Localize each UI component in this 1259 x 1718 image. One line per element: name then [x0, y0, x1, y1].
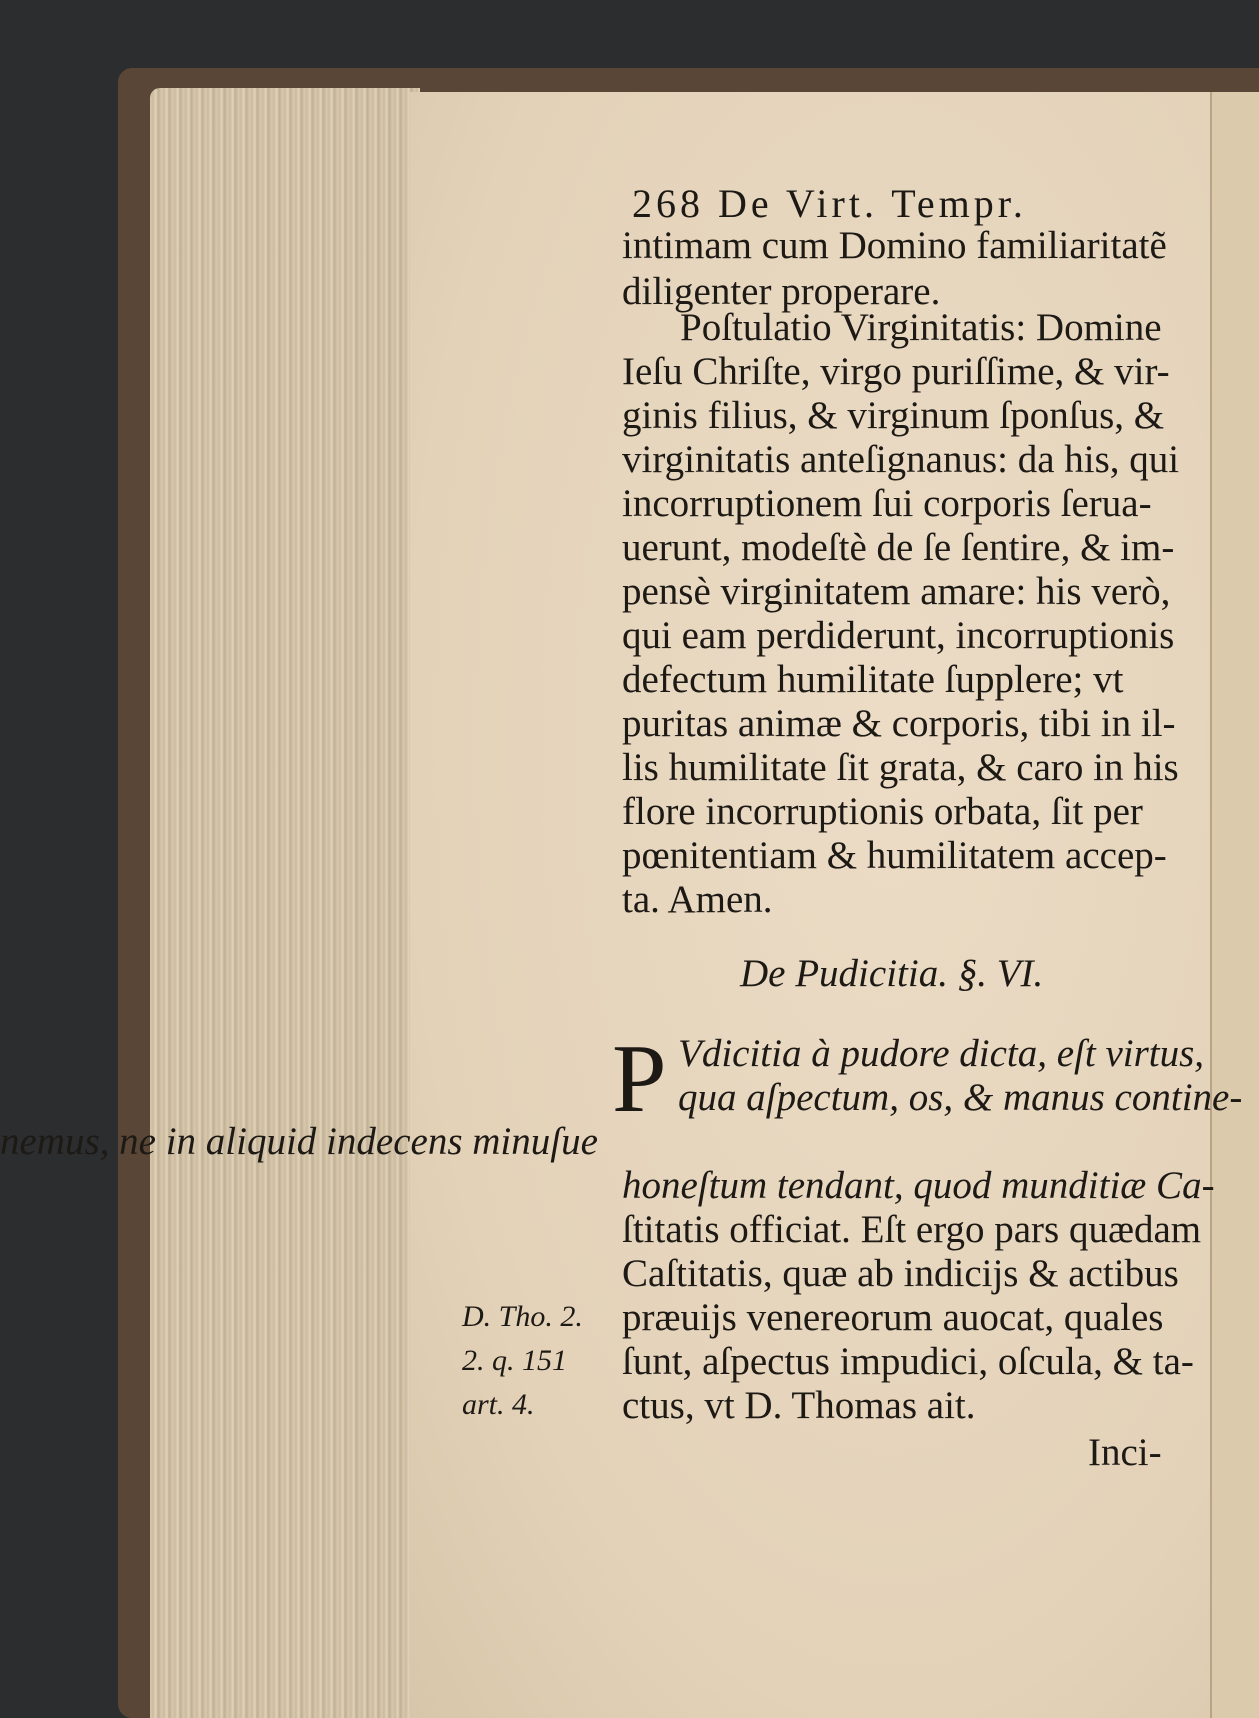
text-line: uerunt, modeſtè de ſe ſentire, & im- — [622, 526, 1175, 569]
text-line: diligenter properare. — [622, 270, 941, 313]
page-edges — [150, 88, 420, 1718]
text-line: ginis filius, & virginum ſponſus, & — [622, 394, 1165, 437]
text-line: qua aſpectum, os, & manus contine- — [678, 1076, 1243, 1119]
text-line: Poſtulatio Virginitatis: Domine — [680, 306, 1162, 349]
margin-note-line: art. 4. — [462, 1388, 535, 1421]
catchword: Inci- — [1088, 1431, 1162, 1474]
text-line: incorruptionem ſui corporis ſerua- — [622, 482, 1152, 525]
text-line: qui eam perdiderunt, incorruptionis — [622, 614, 1175, 657]
margin-note-line: D. Tho. 2. — [462, 1300, 583, 1333]
facing-page — [1210, 92, 1259, 1718]
section-title: De Pudicitia. §. VI. — [740, 952, 1044, 995]
text-line: ſunt, aſpectus impudici, oſcula, & ta- — [622, 1340, 1194, 1383]
text-line: intimam cum Domino familiaritatẽ — [622, 224, 1167, 267]
text-line: flore incorruptionis orbata, ſit per — [622, 790, 1143, 833]
text-line: ctus, vt D. Thomas ait. — [622, 1384, 976, 1427]
running-header: 268 De Virt. Tempr. — [632, 181, 1027, 226]
text-line: Ieſu Chriſte, virgo puriſſime, & vir- — [622, 350, 1170, 393]
text-line: honeſtum tendant, quod munditiæ Ca- — [622, 1164, 1215, 1207]
text-line: virginitatis anteſignanus: da his, qui — [622, 438, 1180, 481]
text-line: præuijs venereorum auocat, quales — [622, 1296, 1164, 1339]
text-line: pensè virginitatem amare: his verò, — [622, 570, 1171, 613]
drop-cap: P — [612, 1025, 667, 1133]
text-line: lis humilitate ſit grata, & caro in his — [622, 746, 1179, 789]
text-line: puritas animæ & corporis, tibi in il- — [622, 702, 1176, 745]
text-line: pœnitentiam & humilitatem accep- — [622, 834, 1167, 877]
text-line: ta. Amen. — [622, 878, 773, 921]
text-line: defectum humilitate ſupplere; vt — [622, 658, 1124, 701]
margin-note-line: 2. q. 151 — [462, 1344, 567, 1377]
text-line: Caſtitatis, quæ ab indicijs & actibus — [622, 1252, 1179, 1295]
text-line: nemus, ne in aliquid indecens minuſue — [0, 1120, 598, 1163]
text-line: ſtitatis officiat. Eſt ergo pars quædam — [622, 1208, 1202, 1251]
text-line: Vdicitia à pudore dicta, eſt virtus, — [678, 1032, 1205, 1075]
